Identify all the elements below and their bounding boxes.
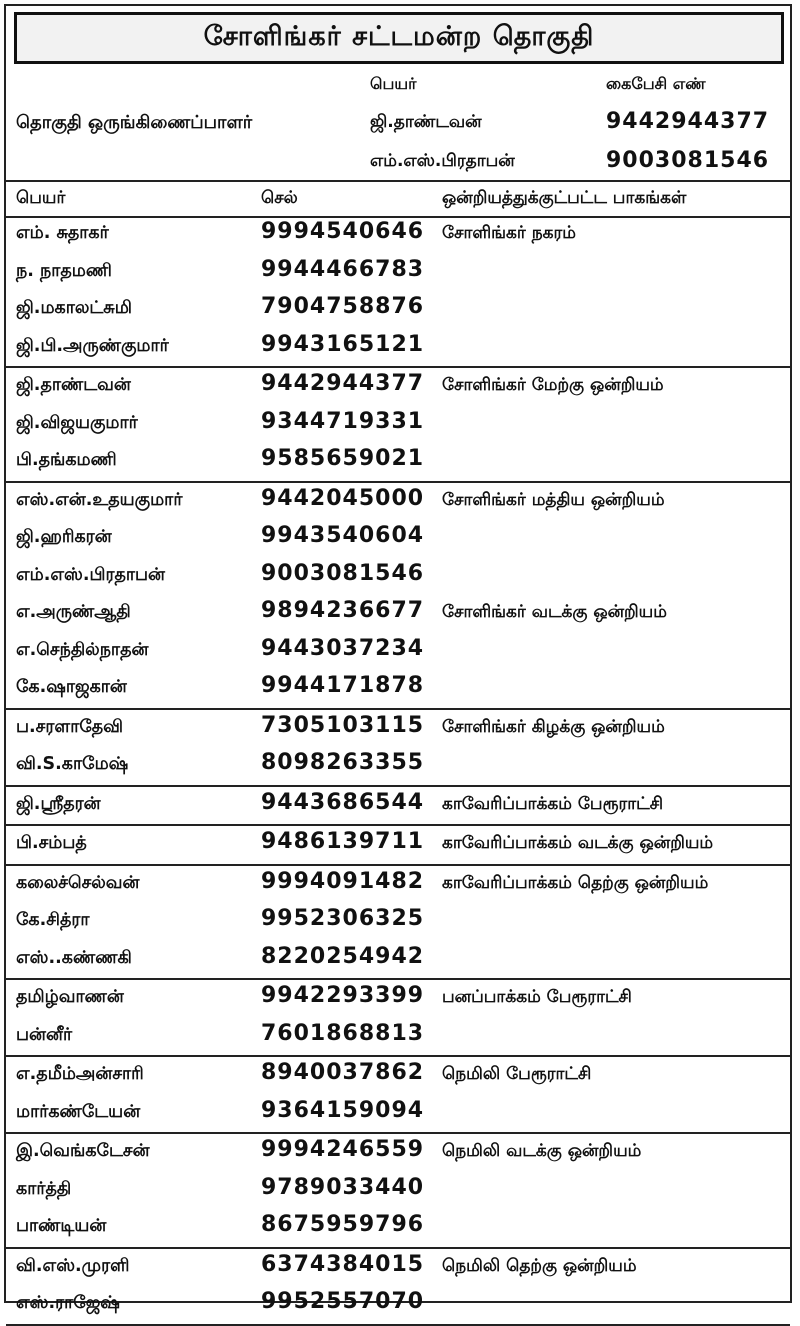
table-row xyxy=(6,1209,790,1247)
phone-number: 9442944377 xyxy=(261,371,425,396)
table-row xyxy=(6,866,790,904)
person-name: எஸ்..கண்ணகி xyxy=(16,947,132,968)
phone-number: 9344719331 xyxy=(261,408,425,434)
contact-table-body xyxy=(6,216,790,1326)
table-row xyxy=(6,406,790,444)
person-name: வி.S.காமேஷ் xyxy=(16,754,129,774)
area-group xyxy=(6,216,790,368)
person-name: எஸ்.என்.உதயகுமார் xyxy=(16,489,183,510)
phone-number: 9943540604 xyxy=(261,523,425,548)
table-row xyxy=(6,633,790,671)
area-name: சோளிங்கர் கிழக்கு ஒன்றியம் xyxy=(442,716,665,737)
phone-number: 9442045000 xyxy=(261,485,425,511)
person-name: கலைச்செல்வன் xyxy=(16,872,140,893)
column-header-name: பெயர் xyxy=(16,188,66,208)
table-row xyxy=(6,291,790,329)
table-row xyxy=(6,1249,790,1287)
coordinator-name: எம்.எஸ்.பிரதாபன் xyxy=(370,151,515,171)
table-row xyxy=(6,710,790,748)
person-name: ஜி.விஜயகுமார் xyxy=(16,412,138,433)
phone-number: 8675959796 xyxy=(261,1212,425,1237)
phone-number: 9486139711 xyxy=(261,829,425,854)
person-name: எம். சுதாகர் xyxy=(16,223,109,243)
table-row xyxy=(6,747,790,785)
page-title: சோளிங்கர் சட்டமன்ற தொகுதி xyxy=(14,12,784,64)
table-row xyxy=(6,595,790,633)
area-name: பனப்பாக்கம் பேரூராட்சி xyxy=(442,987,632,1007)
person-name: ஜி.பி.அருண்குமார் xyxy=(16,335,169,356)
area-name: சோளிங்கர் நகரம் xyxy=(442,223,576,243)
phone-number: 8098263355 xyxy=(261,750,425,775)
table-row xyxy=(6,1018,790,1056)
phone-number: 7305103115 xyxy=(261,712,425,738)
area-name: நெமிலி தெற்கு ஒன்றியம் xyxy=(442,1255,637,1276)
phone-number: 9994246559 xyxy=(261,1137,425,1162)
person-name: எஸ்.ராஜேஷ் xyxy=(16,1293,120,1313)
phone-number: 9994091482 xyxy=(261,868,425,894)
table-row xyxy=(6,216,790,254)
person-name: கார்த்தி xyxy=(16,1178,72,1199)
person-name: பி.தங்கமணி xyxy=(16,450,117,470)
area-name: காவேரிப்பாக்கம் வடக்கு ஒன்றியம் xyxy=(442,833,714,853)
area-group xyxy=(6,787,790,827)
area-group xyxy=(6,710,790,787)
table-row xyxy=(6,368,790,406)
table-header xyxy=(6,180,790,218)
table-row xyxy=(6,1172,790,1210)
person-name: கே.ஷாஜகான் xyxy=(16,677,127,697)
table-row xyxy=(6,1134,790,1172)
area-name: நெமிலி வடக்கு ஒன்றியம் xyxy=(442,1141,642,1161)
table-row xyxy=(6,1095,790,1133)
person-name: ப.சரளாதேவி xyxy=(16,716,124,737)
phone-number: 9944466783 xyxy=(261,256,425,282)
phone-number: 9789033440 xyxy=(261,1174,425,1200)
phone-number: 9003081546 xyxy=(261,560,425,586)
coordinator-section xyxy=(6,68,790,182)
phone-number: 6374384015 xyxy=(261,1251,425,1277)
phone-number: 9942293399 xyxy=(261,983,425,1008)
table-row xyxy=(6,826,790,864)
table-row xyxy=(6,670,790,708)
person-name: பாண்டியன் xyxy=(16,1216,107,1236)
area-name: சோளிங்கர் மத்திய ஒன்றியம் xyxy=(442,489,665,510)
area-group xyxy=(6,980,790,1057)
table-row xyxy=(6,903,790,941)
person-name: பன்னீர் xyxy=(16,1024,73,1045)
table-row xyxy=(6,1057,790,1095)
person-name: கே.சித்ரா xyxy=(16,910,90,930)
person-name: வி.எஸ்.முரளி xyxy=(16,1255,130,1276)
person-name: எ.செந்தில்நாதன் xyxy=(16,639,149,660)
phone-number: 7904758876 xyxy=(261,294,425,319)
coordinator-phone: 9003081546 xyxy=(606,148,770,173)
coordinator-phone: 9442944377 xyxy=(606,109,770,134)
person-name: பி.சம்பத் xyxy=(16,833,87,853)
area-name: சோளிங்கர் வடக்கு ஒன்றியம் xyxy=(442,602,667,622)
phone-number: 9364159094 xyxy=(261,1097,425,1123)
person-name: ஜி.தாண்டவன் xyxy=(16,375,131,395)
coordinator-label: தொகுதி ஒருங்கிணைப்பாளர் xyxy=(16,112,253,133)
area-group xyxy=(6,1057,790,1134)
phone-number: 9952557070 xyxy=(261,1289,425,1314)
coordinator-phone-header: கைபேசி எண் xyxy=(606,74,706,93)
phone-number: 9443037234 xyxy=(261,635,425,661)
person-name: ஜி.ஹரிகரன் xyxy=(16,527,112,547)
person-name: ந. நாதமணி xyxy=(16,260,112,281)
document-page xyxy=(4,4,792,1314)
person-name: எ.அருண்ஆதி xyxy=(16,602,131,622)
person-name: தமிழ்வாணன் xyxy=(16,987,124,1007)
area-name: சோளிங்கர் மேற்கு ஒன்றியம் xyxy=(442,375,664,395)
phone-number: 9894236677 xyxy=(261,598,425,623)
table-row xyxy=(6,1286,790,1324)
phone-number: 9443686544 xyxy=(261,789,425,815)
table-row xyxy=(6,558,790,596)
table-row xyxy=(6,980,790,1018)
area-group xyxy=(6,483,790,710)
area-name: நெமிலி பேரூராட்சி xyxy=(442,1064,592,1084)
area-group xyxy=(6,866,790,981)
table-row xyxy=(6,941,790,979)
table-row xyxy=(6,329,790,367)
person-name: இ.வெங்கடேசன் xyxy=(16,1141,150,1161)
area-group xyxy=(6,368,790,483)
person-name: மார்கண்டேயன் xyxy=(16,1101,141,1122)
phone-number: 9994540646 xyxy=(261,219,425,244)
coordinator-name: ஜி.தாண்டவன் xyxy=(370,112,482,132)
phone-number: 9944171878 xyxy=(261,673,425,698)
table-row xyxy=(6,483,790,521)
phone-number: 7601868813 xyxy=(261,1020,425,1046)
person-name: ஜி.ஸ்ரீதரன் xyxy=(16,793,101,814)
area-name: காவேரிப்பாக்கம் தெற்கு ஒன்றியம் xyxy=(442,872,709,893)
table-row xyxy=(6,787,790,825)
person-name: எம்.எஸ்.பிரதாபன் xyxy=(16,564,166,585)
phone-number: 9952306325 xyxy=(261,906,425,931)
coordinator-name-header: பெயர் xyxy=(370,74,417,93)
table-row xyxy=(6,254,790,292)
table-row xyxy=(6,520,790,558)
phone-number: 9585659021 xyxy=(261,446,425,471)
phone-number: 9943165121 xyxy=(261,331,425,357)
table-row xyxy=(6,443,790,481)
phone-number: 8940037862 xyxy=(261,1060,425,1085)
area-group xyxy=(6,1249,790,1326)
phone-number: 8220254942 xyxy=(261,943,425,969)
area-group xyxy=(6,1134,790,1249)
area-group xyxy=(6,826,790,866)
column-header-area: ஒன்றியத்துக்குட்பட்ட பாகங்கள் xyxy=(442,188,687,208)
area-name: காவேரிப்பாக்கம் பேரூராட்சி xyxy=(442,793,664,814)
person-name: ஜி.மகாலட்சுமி xyxy=(16,298,132,318)
column-header-phone: செல் xyxy=(261,188,298,208)
person-name: எ.தமீம்அன்சாரி xyxy=(16,1064,144,1084)
